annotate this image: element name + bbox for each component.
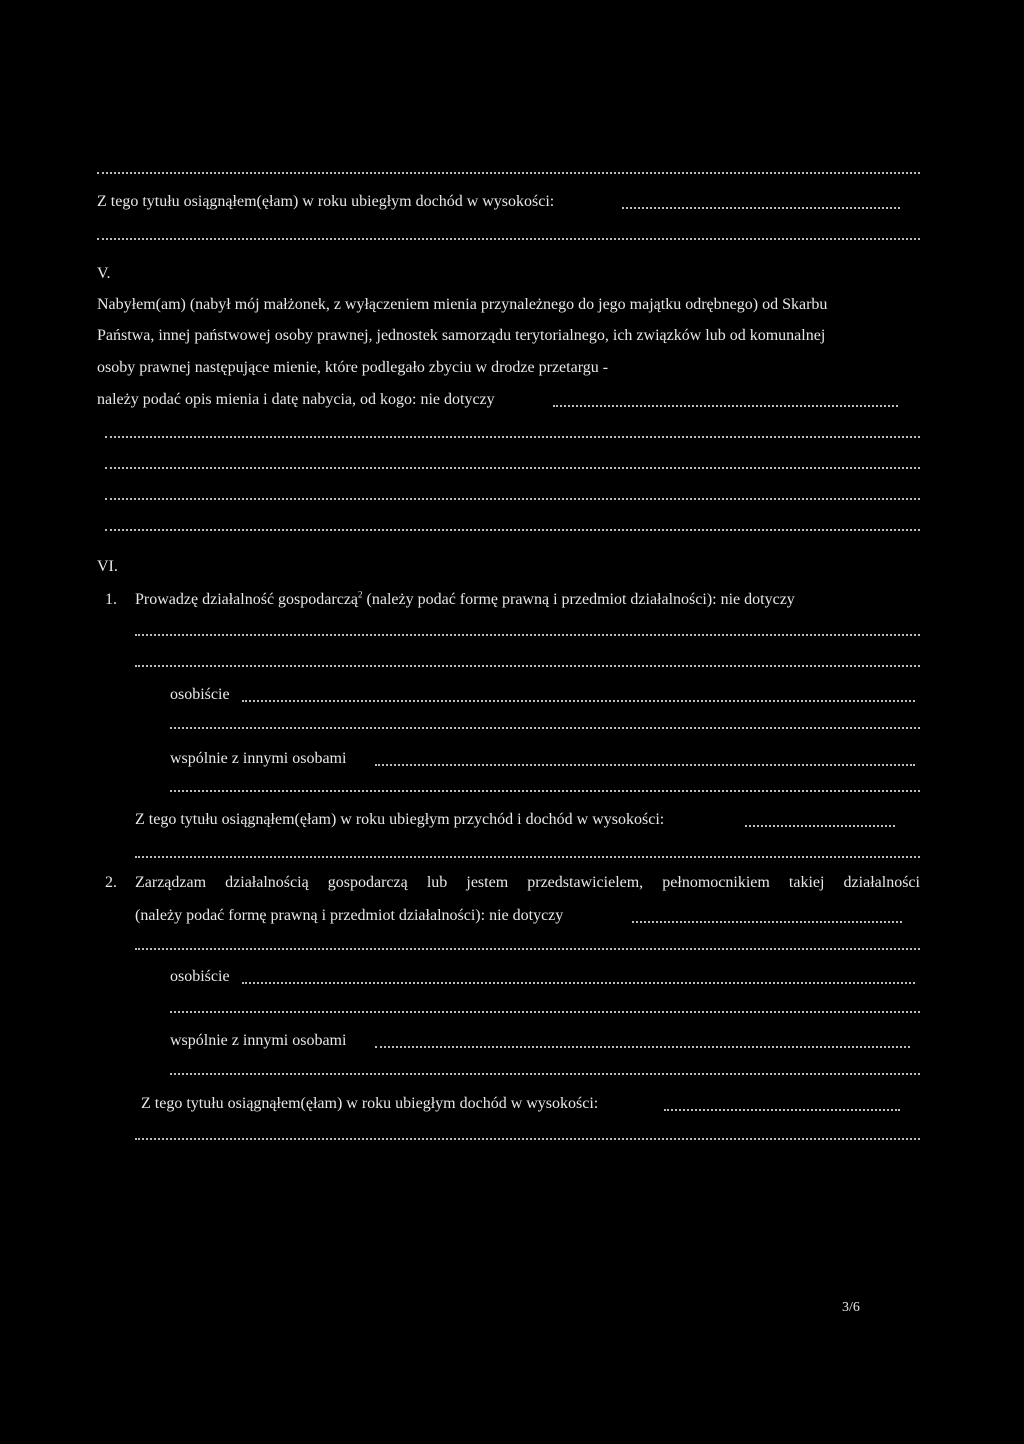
dotted-fill (622, 207, 900, 209)
vi-2-personal-label: osobiście (170, 968, 230, 985)
vi-1-income-label: Z tego tytułu osiągnąłem(ęłam) w roku ubiegłym przychód i dochód w wysokości: (135, 811, 665, 828)
paragraph-line (97, 390, 495, 410)
dotted-line (170, 727, 920, 729)
vi-2-answer: nie dotyczy (489, 907, 564, 924)
dotted-line (105, 436, 920, 438)
vi-1-statement (135, 590, 795, 610)
dotted-line (135, 856, 920, 858)
vi-2-income-label: Z tego tytułu osiągnąłem(ęłam) w roku ubiegłym dochód w wysokości: (141, 1095, 599, 1112)
word: takiej (788, 874, 825, 891)
dotted-fill (242, 700, 915, 702)
word: gospodarczą (327, 874, 408, 891)
vi-2-income-line (141, 1094, 598, 1114)
dotted-line (97, 238, 920, 240)
page-number: 3/6 (842, 1300, 860, 1315)
dotted-line (135, 948, 920, 950)
footnote-marker: 2 (358, 589, 363, 600)
dotted-fill (242, 982, 915, 984)
vi-2-justified-line (135, 873, 920, 893)
word: Zarządzam (135, 874, 207, 891)
vi-1-income-line (135, 810, 664, 830)
dotted-line (97, 172, 920, 174)
vi-2-question: (należy podać formę prawną i przedmiot działalności): (135, 907, 486, 924)
dotted-fill (632, 921, 902, 923)
paragraph-line: osoby prawnej następujące mienie, które podlegało zbyciu w drodze przetargu - (97, 359, 609, 376)
word: jestem (466, 874, 509, 891)
v-answer: nie dotyczy (420, 391, 495, 408)
dotted-line (135, 1138, 920, 1140)
paragraph-line: Nabyłem(am) (nabył mój małżonek, z wyłączeniem mienia przynależnego do jego majątku odrębnego) od Skarbu (97, 296, 828, 313)
dotted-line (170, 790, 920, 792)
v-question: należy podać opis mienia i datę nabycia, od kogo: (97, 391, 417, 408)
dotted-fill (553, 405, 898, 407)
word: działalnością (225, 874, 309, 891)
word: działalności (843, 874, 920, 891)
vi-1-personal-label: osobiście (170, 686, 230, 703)
dotted-fill (745, 825, 895, 827)
word: przedstawicielem, (527, 874, 644, 891)
dotted-fill (375, 1046, 910, 1048)
section-heading: VI. (97, 558, 118, 575)
iv-income-line (97, 192, 554, 212)
dotted-line (105, 529, 920, 531)
vi-1-answer: nie dotyczy (720, 591, 795, 608)
vi-2-joint-label: wspólnie z innymi osobami (170, 1032, 347, 1049)
vi-1-text-b: (należy podać formę prawną i przedmiot działalności): (366, 591, 717, 608)
dotted-fill (664, 1109, 900, 1111)
dotted-line (105, 498, 920, 500)
dotted-fill (375, 764, 915, 766)
dotted-line (135, 665, 920, 667)
dotted-line (170, 1073, 920, 1075)
iv-income-label: Z tego tytułu osiągnąłem(ęłam) w roku ubiegłym dochód w wysokości: (97, 193, 555, 210)
paragraph-line: Państwa, innej państwowej osoby prawnej, jednostek samorządu terytorialnego, ich związków lub od komunalnej (97, 327, 826, 344)
vi-1-text-a: Prowadzę działalność gospodarczą (135, 591, 359, 608)
dotted-line (170, 1011, 920, 1013)
vi-2-line2 (135, 906, 563, 926)
dotted-line (135, 634, 920, 636)
dotted-line (105, 467, 920, 469)
section-heading: V. (97, 265, 111, 282)
word: pełnomocnikiem (662, 874, 770, 891)
item-number: 2. (105, 874, 117, 891)
vi-1-joint-label: wspólnie z innymi osobami (170, 750, 347, 767)
item-number: 1. (105, 591, 117, 608)
word: lub (426, 874, 448, 891)
